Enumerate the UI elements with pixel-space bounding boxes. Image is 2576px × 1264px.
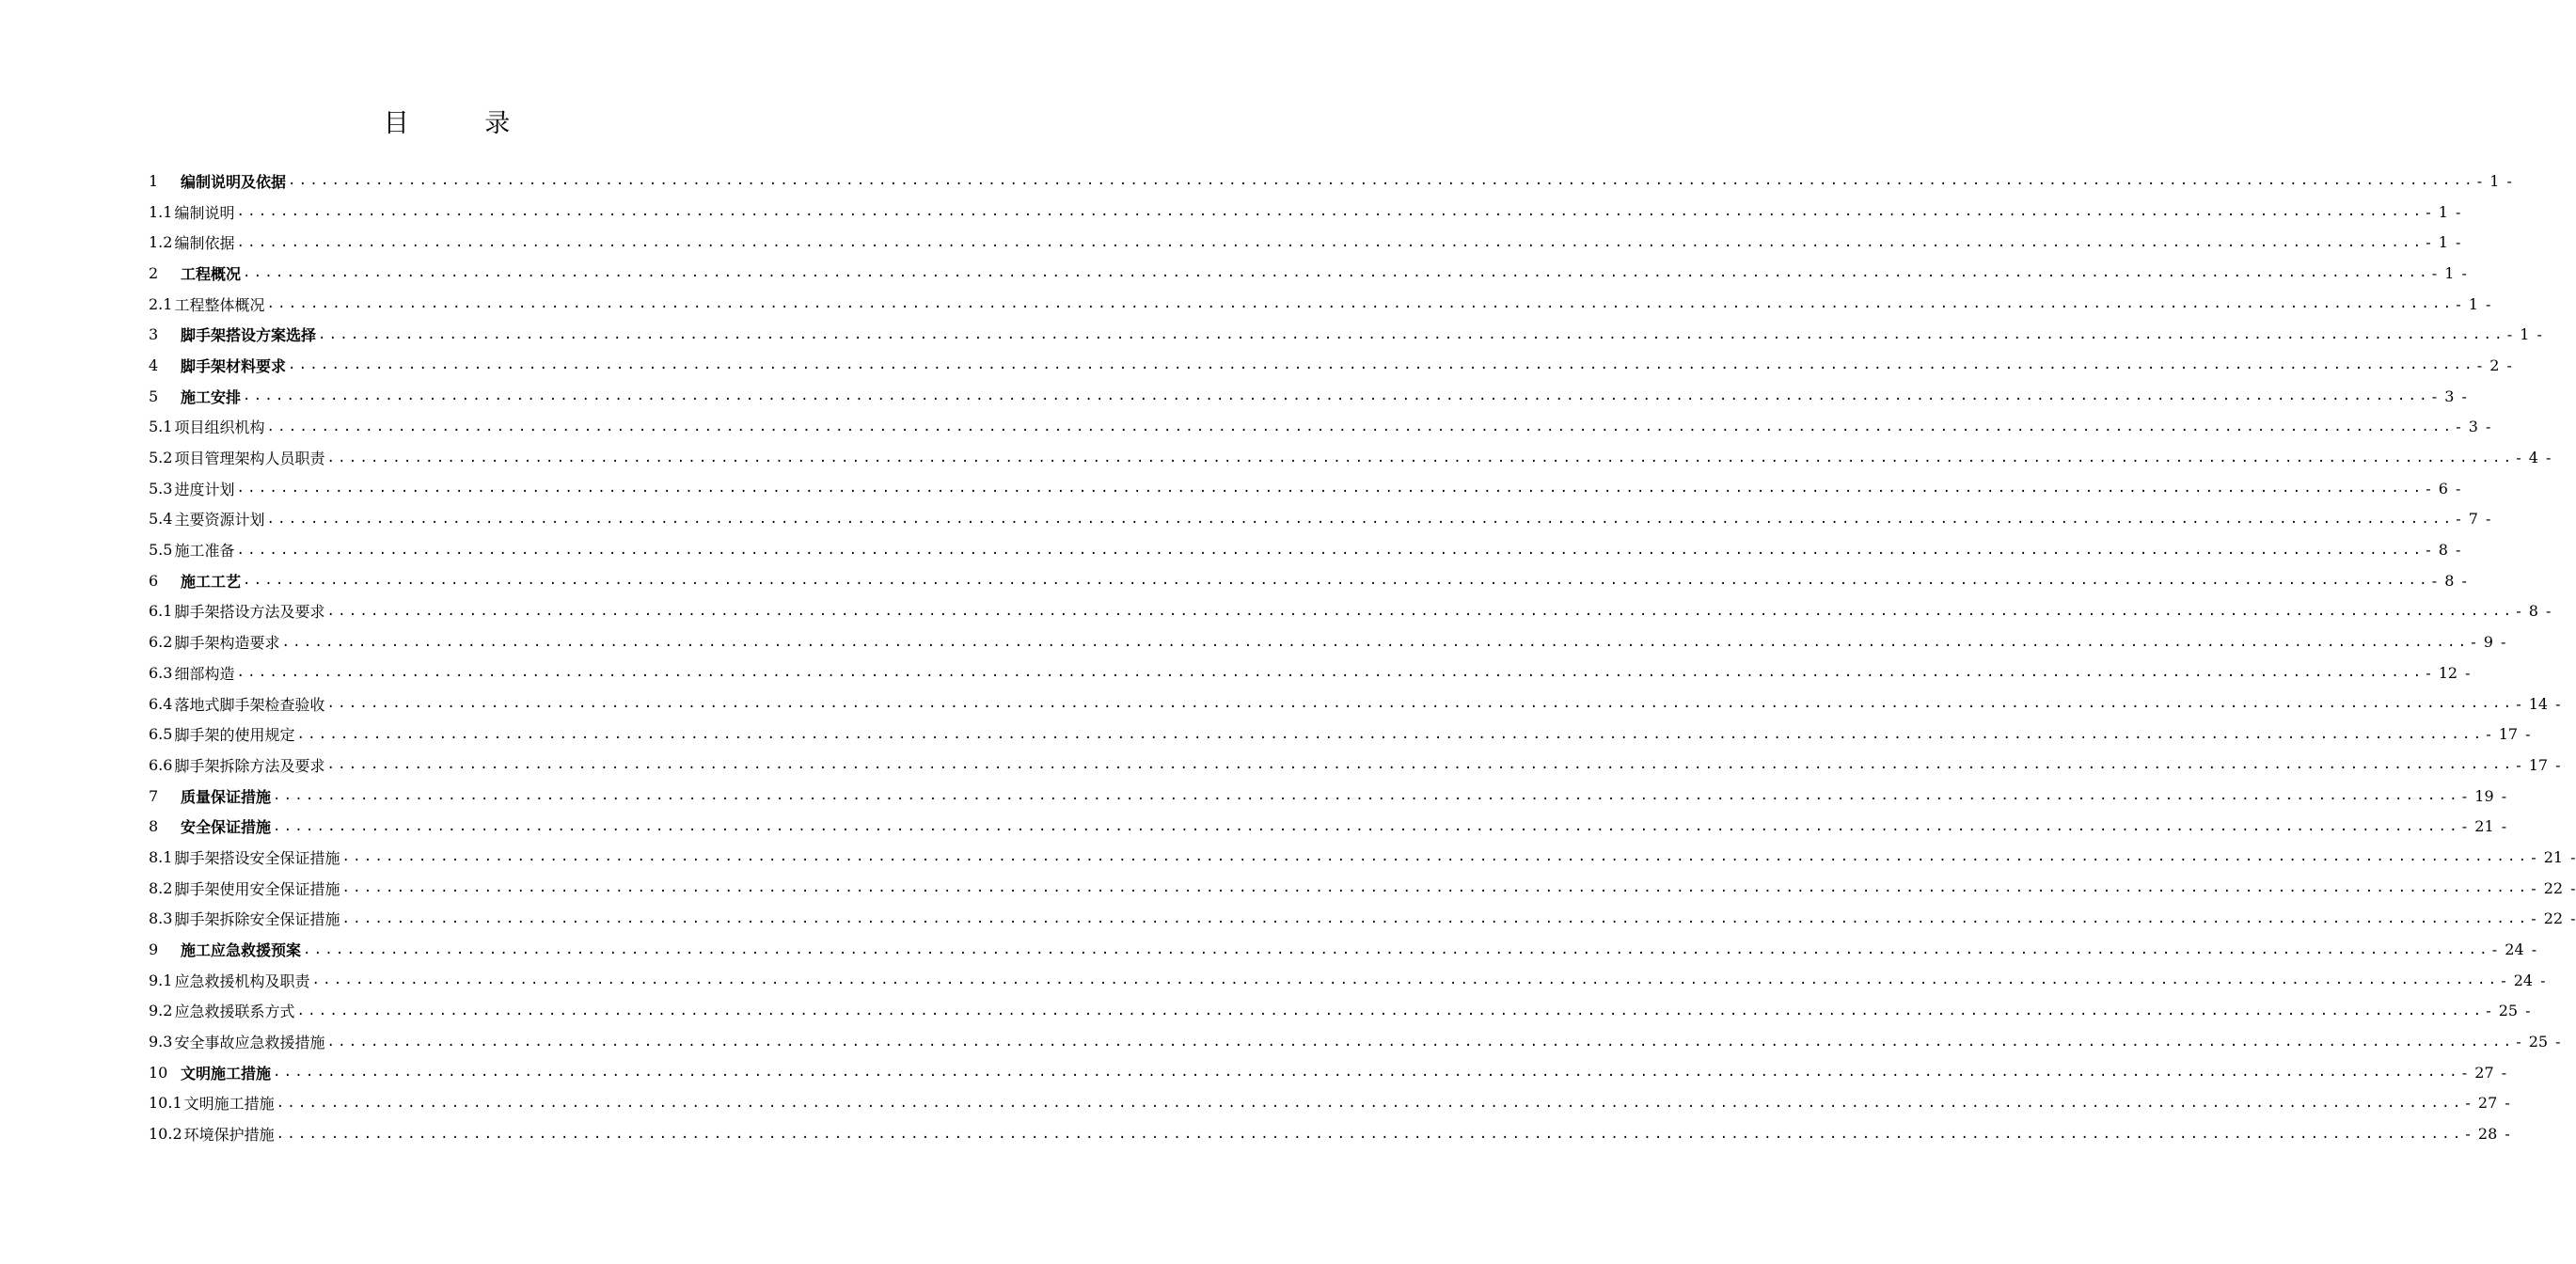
toc-entry[interactable] <box>149 227 2461 258</box>
toc-entry[interactable] <box>149 289 2491 320</box>
toc-dot-leader: ........................................................................................................................................................................................................ <box>341 880 2530 896</box>
toc-dot-leader: ........................................................................................................................................................................................................ <box>341 910 2530 926</box>
toc-dot-leader: ........................................................................................................................................................................................................ <box>243 388 2430 404</box>
toc-entry-title: 工程概况 <box>181 264 242 283</box>
toc-entry-number: 6.2 <box>149 633 173 652</box>
toc-entry-title: 细部构造 <box>174 664 235 683</box>
toc-entry[interactable] <box>149 1057 2507 1088</box>
toc-entry-title: 施工应急救援预案 <box>181 941 302 960</box>
toc-entry-title: 项目组织机构 <box>174 419 265 437</box>
toc-entry-page: - 17 - <box>2486 725 2531 744</box>
toc-entry-page: - 22 - <box>2531 909 2576 928</box>
toc-entry[interactable] <box>149 657 2471 688</box>
toc-dot-leader: ........................................................................................................................................................................................................ <box>236 542 2425 558</box>
toc-entry-number: 1.2 <box>149 233 173 252</box>
toc-entry-number: 10.2 <box>149 1125 182 1144</box>
toc-dot-leader: ........................................................................................................................................................................................................ <box>266 296 2455 312</box>
toc-entry[interactable] <box>149 412 2491 443</box>
toc-entry-title: 脚手架搭设安全保证措施 <box>174 848 340 867</box>
toc-entry-number: 8.3 <box>149 909 173 928</box>
toc-entry-title: 编制依据 <box>174 234 235 253</box>
toc-dot-leader: ........................................................................................................................................................................................................ <box>236 665 2425 681</box>
toc-entry-number: 8 <box>149 817 159 836</box>
toc-entry[interactable] <box>149 781 2507 812</box>
toc-entry[interactable] <box>149 381 2467 412</box>
toc-entry-page: - 24 - <box>2501 971 2546 989</box>
toc-entry-number: 6.6 <box>149 755 173 774</box>
toc-entry[interactable] <box>149 688 2561 719</box>
toc-entry-page: - 1 - <box>2506 325 2542 344</box>
toc-entry-title: 落地式脚手架检查验收 <box>174 695 325 714</box>
toc-entry-number: 8.2 <box>149 878 173 897</box>
toc-dot-leader: ........................................................................................................................................................................................................ <box>296 1003 2485 1019</box>
toc-entry-title: 脚手架拆除安全保证措施 <box>174 910 340 929</box>
toc-entry-page: - 19 - <box>2461 786 2507 805</box>
toc-entry-title: 工程整体概况 <box>174 295 265 314</box>
toc-entry-title: 施工安排 <box>181 387 242 406</box>
toc-entry-page: - 24 - <box>2491 940 2537 959</box>
toc-dot-leader: ........................................................................................................................................................................................................ <box>273 1065 2460 1081</box>
toc-dot-leader: ........................................................................................................................................................................................................ <box>326 696 2515 712</box>
toc-entry[interactable] <box>149 473 2461 504</box>
toc-entry-page: - 21 - <box>2461 817 2507 836</box>
toc-entry[interactable] <box>149 565 2467 596</box>
toc-entry[interactable] <box>149 319 2542 350</box>
toc-entry[interactable] <box>149 996 2531 1027</box>
toc-entry-title: 脚手架构造要求 <box>174 634 280 653</box>
toc-entry-page: - 21 - <box>2531 847 2576 866</box>
toc-entry-number: 7 <box>149 786 159 805</box>
toc-dot-leader: ........................................................................................................................................................................................................ <box>341 849 2530 865</box>
toc-entry-number: 2.1 <box>149 294 173 313</box>
toc-dot-leader: ........................................................................................................................................................................................................ <box>318 326 2505 342</box>
toc-entry-number: 9.1 <box>149 971 173 989</box>
toc-entry-title: 文明施工措施 <box>181 1064 272 1082</box>
toc-entry-page: - 1 - <box>2431 263 2467 282</box>
toc-entry-title: 项目管理架构人员职责 <box>174 450 325 468</box>
toc-entry-number: 5.5 <box>149 541 173 560</box>
toc-entry-page: - 2 - <box>2476 356 2512 374</box>
toc-entry-title: 脚手架的使用规定 <box>174 726 295 745</box>
toc-entry-title: 应急救援联系方式 <box>174 1003 295 1021</box>
table-of-contents <box>149 166 2576 1149</box>
toc-entry-page: - 8 - <box>2516 602 2552 621</box>
toc-entry-page: - 12 - <box>2426 663 2471 682</box>
toc-entry[interactable] <box>149 197 2461 228</box>
toc-dot-leader: ........................................................................................................................................................................................................ <box>236 481 2425 497</box>
toc-entry-number: 9 <box>149 940 159 959</box>
toc-entry-page: - 25 - <box>2516 1033 2561 1051</box>
toc-entry[interactable] <box>149 1026 2561 1057</box>
toc-entry-page: - 28 - <box>2465 1125 2510 1144</box>
toc-entry-page: - 4 - <box>2516 449 2552 467</box>
toc-entry[interactable] <box>149 811 2507 842</box>
toc-entry[interactable] <box>149 534 2461 565</box>
toc-entry-title: 文明施工措施 <box>183 1095 275 1114</box>
toc-entry-page: - 7 - <box>2456 510 2491 529</box>
toc-entry-title: 脚手架拆除方法及要求 <box>174 756 325 775</box>
toc-entry-number: 6.4 <box>149 694 173 713</box>
toc-entry-number: 5.3 <box>149 479 173 498</box>
toc-entry[interactable] <box>149 504 2491 535</box>
toc-dot-leader: ........................................................................................................................................................................................................ <box>303 941 2490 957</box>
toc-dot-leader: ........................................................................................................................................................................................................ <box>243 265 2430 281</box>
toc-entry-page: - 3 - <box>2456 418 2491 436</box>
toc-entry-number: 10.1 <box>149 1094 182 1113</box>
toc-entry-page: - 1 - <box>2456 294 2491 313</box>
toc-dot-leader: ........................................................................................................................................................................................................ <box>273 788 2460 804</box>
toc-dot-leader: ........................................................................................................................................................................................................ <box>273 818 2460 834</box>
toc-entry-page: - 1 - <box>2426 202 2461 221</box>
toc-entry-number: 6.5 <box>149 725 173 744</box>
toc-entry-title: 编制说明 <box>174 203 235 222</box>
toc-entry-page: - 27 - <box>2461 1063 2507 1082</box>
toc-dot-leader: ........................................................................................................................................................................................................ <box>326 1034 2515 1050</box>
toc-entry[interactable] <box>149 166 2512 197</box>
toc-entry-title: 主要资源计划 <box>174 511 265 529</box>
toc-entry-number: 8.1 <box>149 847 173 866</box>
toc-dot-leader: ........................................................................................................................................................................................................ <box>296 726 2485 742</box>
toc-entry-title: 安全保证措施 <box>181 818 272 837</box>
toc-entry-page: - 8 - <box>2431 571 2467 590</box>
toc-entry-number: 4 <box>149 356 159 374</box>
toc-entry-page: - 17 - <box>2516 755 2561 774</box>
toc-entry[interactable] <box>149 750 2561 781</box>
toc-entry-page: - 1 - <box>2476 171 2512 190</box>
toc-entry[interactable] <box>149 842 2576 873</box>
toc-entry-number: 9.3 <box>149 1033 173 1051</box>
toc-entry[interactable] <box>149 1088 2510 1119</box>
toc-entry-number: 1 <box>149 171 159 190</box>
toc-entry-number: 5.1 <box>149 418 173 436</box>
toc-entry-number: 2 <box>149 263 159 282</box>
toc-dot-leader: ........................................................................................................................................................................................................ <box>276 1095 2464 1111</box>
toc-entry-page: - 22 - <box>2531 878 2576 897</box>
toc-entry-number: 3 <box>149 325 159 344</box>
toc-dot-leader: ........................................................................................................................................................................................................ <box>311 972 2500 988</box>
toc-entry-number: 5 <box>149 387 159 405</box>
toc-dot-leader: ........................................................................................................................................................................................................ <box>236 234 2425 250</box>
toc-entry-page: - 8 - <box>2426 541 2461 560</box>
toc-entry-page: - 9 - <box>2471 633 2506 652</box>
toc-entry-number: 1.1 <box>149 202 173 221</box>
toc-entry[interactable] <box>149 350 2512 381</box>
toc-entry[interactable] <box>149 934 2537 965</box>
toc-entry[interactable] <box>149 442 2552 473</box>
toc-dot-leader: ........................................................................................................................................................................................................ <box>236 204 2425 220</box>
toc-entry-number: 5.4 <box>149 510 173 529</box>
toc-entry-title: 脚手架使用安全保证措施 <box>174 879 340 898</box>
toc-dot-leader: ........................................................................................................................................................................................................ <box>326 757 2515 773</box>
toc-entry-title: 施工准备 <box>174 542 235 561</box>
toc-entry[interactable] <box>149 258 2467 289</box>
toc-entry-number: 6.3 <box>149 663 173 682</box>
toc-entry[interactable] <box>149 904 2576 935</box>
toc-dot-leader: ........................................................................................................................................................................................................ <box>266 419 2455 434</box>
toc-dot-leader: ........................................................................................................................................................................................................ <box>326 450 2515 466</box>
toc-entry-number: 10 <box>149 1063 168 1082</box>
toc-entry-title: 脚手架材料要求 <box>181 356 287 375</box>
toc-entry-title: 施工工艺 <box>181 572 242 591</box>
toc-entry-number: 6.1 <box>149 602 173 621</box>
toc-dot-leader: ........................................................................................................................................................................................................ <box>326 603 2515 619</box>
toc-dot-leader: ........................................................................................................................................................................................................ <box>243 573 2430 589</box>
toc-entry-page: - 1 - <box>2426 233 2461 252</box>
toc-dot-leader: ........................................................................................................................................................................................................ <box>288 357 2475 373</box>
toc-entry-page: - 6 - <box>2426 479 2461 498</box>
page-title: 目 录 <box>383 109 545 138</box>
toc-dot-leader: ........................................................................................................................................................................................................ <box>276 1126 2464 1142</box>
toc-entry-page: - 27 - <box>2465 1094 2510 1113</box>
toc-entry[interactable] <box>149 596 2552 627</box>
toc-entry-title: 脚手架搭设方案选择 <box>181 326 317 345</box>
toc-entry[interactable] <box>149 873 2576 904</box>
toc-entry-number: 5.2 <box>149 449 173 467</box>
toc-entry-title: 编制说明及依据 <box>181 172 287 191</box>
toc-dot-leader: ........................................................................................................................................................................................................ <box>281 634 2470 650</box>
toc-entry[interactable] <box>149 1118 2510 1149</box>
toc-entry-page: - 25 - <box>2486 1002 2531 1020</box>
toc-entry-number: 6 <box>149 571 159 590</box>
toc-dot-leader: ........................................................................................................................................................................................................ <box>266 511 2455 527</box>
toc-entry[interactable] <box>149 965 2546 996</box>
toc-entry-page: - 3 - <box>2431 387 2467 405</box>
toc-entry-page: - 14 - <box>2516 694 2561 713</box>
toc-entry-title: 脚手架搭设方法及要求 <box>174 603 325 622</box>
toc-entry[interactable] <box>149 719 2531 750</box>
toc-entry-number: 9.2 <box>149 1002 173 1020</box>
toc-dot-leader: ........................................................................................................................................................................................................ <box>288 173 2475 189</box>
toc-entry-title: 质量保证措施 <box>181 787 272 806</box>
toc-entry-title: 安全事故应急救援措施 <box>174 1034 325 1052</box>
toc-entry[interactable] <box>149 626 2506 657</box>
toc-entry-title: 应急救援机构及职责 <box>174 972 310 990</box>
toc-entry-title: 进度计划 <box>174 480 235 498</box>
toc-entry-title: 环境保护措施 <box>183 1126 275 1145</box>
